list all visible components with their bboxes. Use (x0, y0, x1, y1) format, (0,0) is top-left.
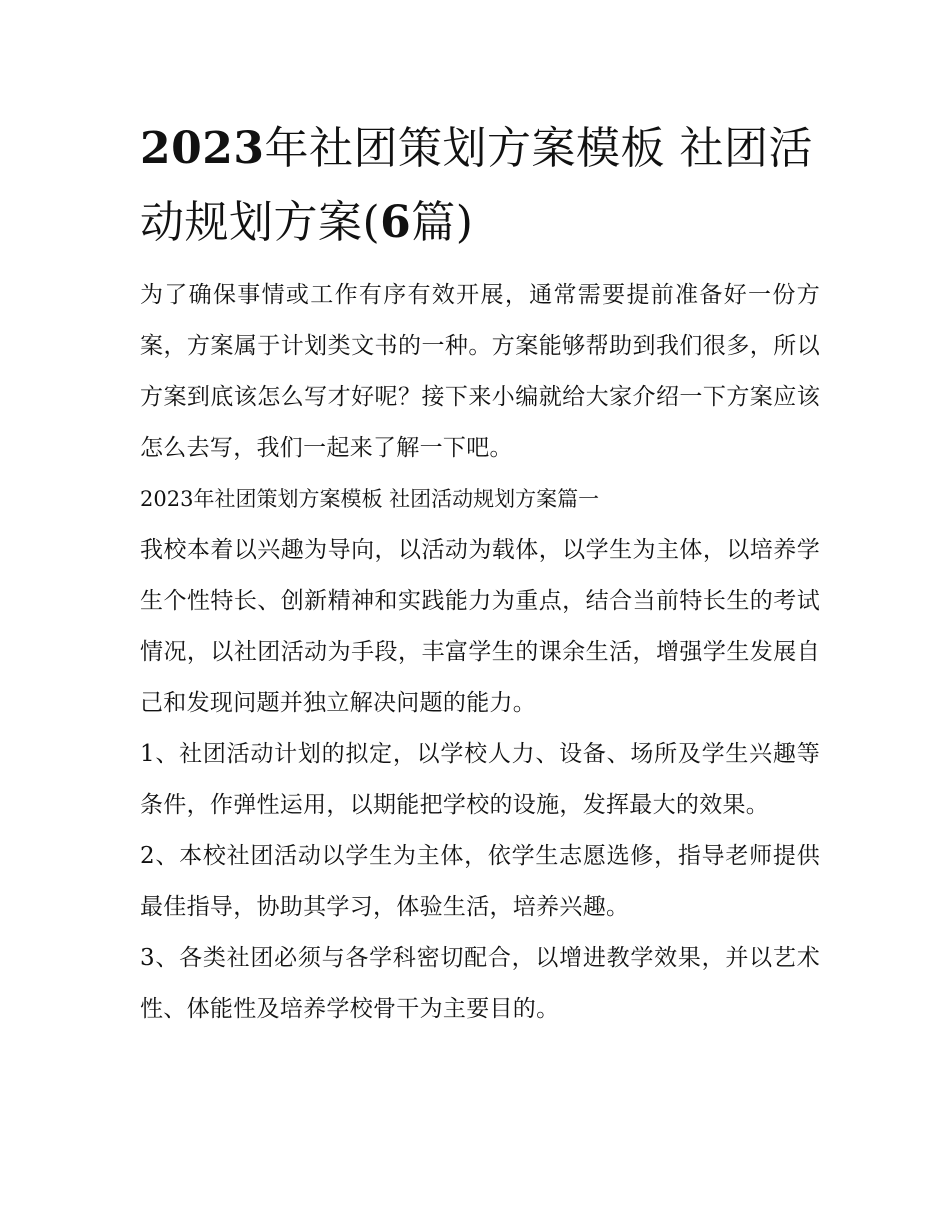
title-text-part2: 篇) (411, 197, 474, 248)
intro-paragraph: 为了确保事情或工作有序有效开展，通常需要提前准备好一份方案，方案属于计划类文书的一种。方案能够帮助到我们很多，所以方案到底该怎么写才好呢？接下来小编就给大家介绍一下方案应该怎么去写，我们一起来了解一下吧。 (140, 282, 820, 461)
list-item-2: 2、本校社团活动以学生为主体，依学生志愿选修，指导老师提供最佳指导，协助其学习，体验生活，培养兴趣。 (140, 843, 820, 920)
body-paragraph: 我校本着以兴趣为导向，以活动为载体，以学生为主体，以培养学生个性特长、创新精神和实践能力为重点，结合当前特长生的考试情况，以社团活动为手段，丰富学生的课余生活，增强学生发展自己和发现问题并独立解决问题的能力。 (140, 537, 820, 716)
document-title (140, 112, 820, 260)
document-body (140, 112, 820, 1035)
title-count: 6 (380, 197, 412, 248)
title-year: 2023 (140, 123, 265, 174)
list-item-1: 1、社团活动计划的拟定，以学校人力、设备、场所及学生兴趣等条件，作弹性运用，以期能把学校的设施，发挥最大的效果。 (140, 741, 820, 818)
title-text-part1: 年社团策划方案模板 社团活动规划方案( (140, 123, 813, 248)
list-item-3: 3、各类社团必须与各学科密切配合，以增进教学效果，并以艺术性、体能性及培养学校骨干为主要目的。 (140, 945, 820, 1022)
section-heading: 2023年社团策划方案模板 社团活动规划方案篇一 (140, 487, 600, 511)
